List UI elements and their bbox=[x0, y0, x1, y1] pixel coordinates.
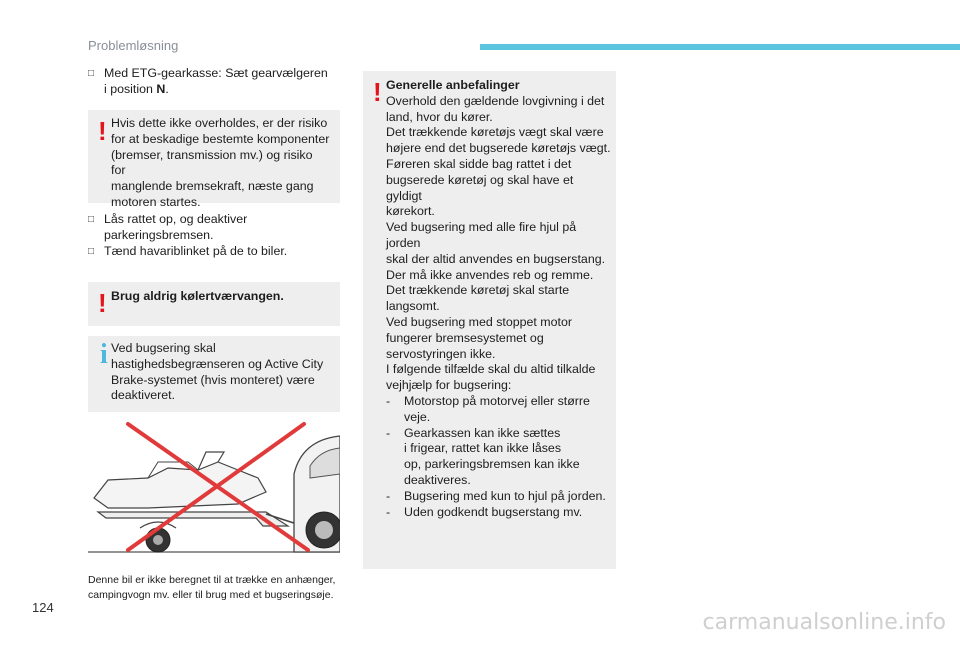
checkbox-bullet-icon: □ bbox=[88, 245, 95, 257]
recommendations-title: Generelle anbefalinger bbox=[386, 78, 520, 92]
watermark-logo: carmanualsonline.info bbox=[702, 610, 946, 635]
trailer-illustration bbox=[88, 418, 340, 558]
warning-icon: ! bbox=[98, 116, 107, 146]
info-text: Ved bugsering skal hastighedsbegrænseren og Active City Brake-systemet (hvis monteret) være deaktiveret. bbox=[111, 341, 324, 403]
warning-box-radiator bbox=[88, 282, 340, 326]
bullet-gear-neutral: □ Med ETG-gearkasse: Sæt gearvælgeren i position N. bbox=[88, 66, 340, 98]
bullet-text: Med ETG-gearkasse: Sæt gearvælgeren bbox=[104, 66, 328, 80]
info-box-speed-limiter bbox=[88, 336, 340, 412]
warning-text: Hvis dette ikke overholdes, er der risiko for at beskadige bestemte komponenter (bremser, transmission mv.) og risiko for manglende bremsekraft, næste gang motoren startes. bbox=[111, 116, 330, 209]
header-accent-bar bbox=[480, 44, 960, 50]
section-title: Problemløsning bbox=[88, 38, 179, 53]
warning-text: Brug aldrig kølertværvangen. bbox=[111, 289, 284, 303]
list-item: - Gearkassen kan ikke sættes i frigear, rattet kan ikke låses op, parkeringsbremsen kan ikke deaktiveres. bbox=[386, 425, 580, 487]
illustration-caption: Denne bil er ikke beregnet til at trække en anhænger, campingvogn mv. eller til brug med et bugseringsøje. bbox=[88, 574, 336, 601]
checkbox-bullet-icon: □ bbox=[88, 68, 95, 79]
bullet-list-steering: □ Lås rattet op, og deaktiver parkeringsbremsen. □ Tænd havariblinket på de to biler. bbox=[88, 212, 288, 258]
recommendations-text: Generelle anbefalinger Overhold den gældende lovgivning i det land, hvor du kører. Det trækkende køretøjs vægt skal være højere end det bugserede køretøjs vægt. Føreren skal sidde bag rattet i det bugserede køretøj og skal have et gyldigt kørekort. Ved bugsering med alle fire hjul på jorden skal der altid anvendes en bugserstang. Der må ikke anvendes reb og remme. Det trækkende køretøj skal starte langsomt. Ved bugsering med stoppet motor fungerer bremsesystemet og servostyringen ikke. I følgende tilfælde skal du altid tilkalde vejhjælp for bugsering: - Motorstop på motorvej eller større veje. - Gearkassen kan ikke sættes i frigear, rattet kan ikke låses op, parkeringsbremsen kan ikke deaktiveres. - Bugsering med kun to hjul på jorden. - Uden godkendt bugserstang mv. bbox=[386, 78, 611, 519]
page-number: 124 bbox=[32, 600, 54, 615]
info-icon: i bbox=[100, 339, 108, 370]
checkbox-bullet-icon: □ bbox=[88, 214, 95, 225]
list-item: - Motorstop på motorvej eller større veje. bbox=[386, 393, 590, 424]
list-item: - Bugsering med kun to hjul på jorden. bbox=[386, 488, 606, 503]
warning-icon: ! bbox=[373, 77, 382, 107]
list-item: - Uden godkendt bugserstang mv. bbox=[386, 504, 583, 519]
warning-icon: ! bbox=[98, 288, 107, 318]
warning-box-recommendations bbox=[363, 71, 616, 569]
warning-box-damage bbox=[88, 110, 340, 209]
